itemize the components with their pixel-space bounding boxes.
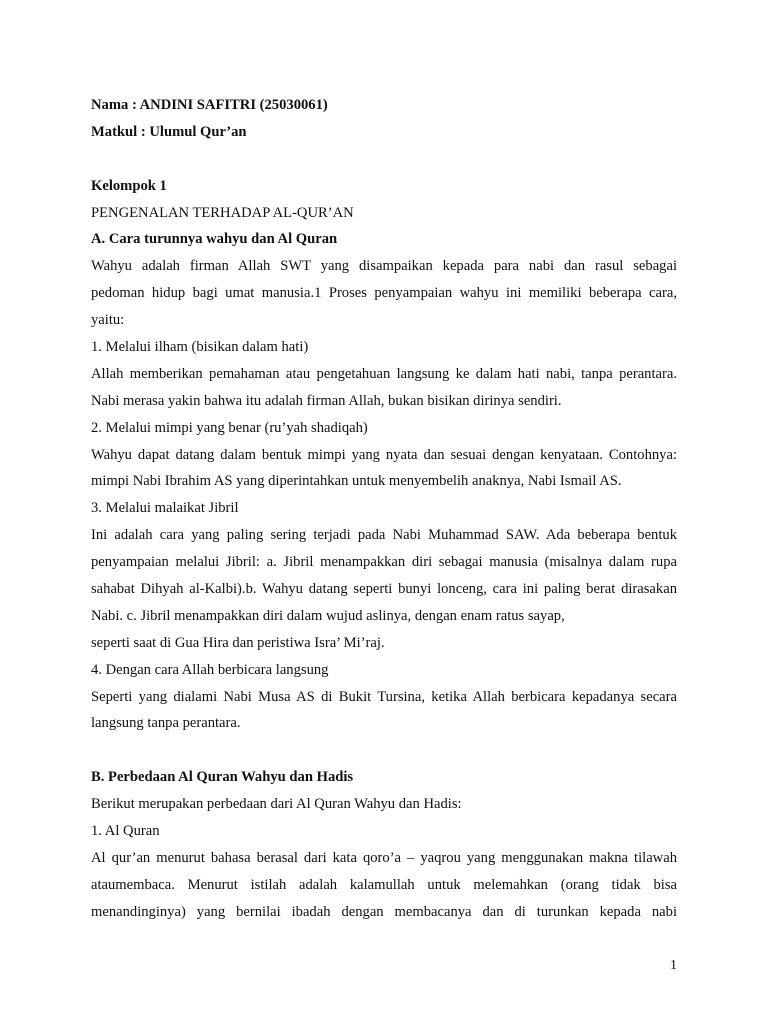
paragraph-line: menandinginya) yang bernilai ibadah dengan membacanya dan di turunkan kepada nabi	[91, 903, 677, 920]
spacer	[91, 146, 677, 173]
paragraph-line: pedoman hidup bagi umat manusia.1 Proses penyampaian wahyu ini memiliki beberapa cara,	[91, 285, 677, 302]
paragraph-line: ataumembaca. Menurut istilah adalah kalamullah untuk melemahkan (orang tidak bisa	[91, 876, 677, 893]
page-number: 1	[670, 958, 677, 973]
paragraph-line: seperti saat di Gua Hira dan peristiwa Isra’ Mi’raj.	[91, 634, 385, 651]
list-item-title: 1. Melalui ilham (bisikan dalam hati)	[91, 339, 309, 356]
paragraph-line: Ini adalah cara yang paling sering terjadi pada Nabi Muhammad SAW. Ada beberapa bentuk	[91, 527, 677, 544]
student-name-line: Nama : ANDINI SAFITRI (25030061)	[91, 97, 328, 113]
course-line: Matkul : Ulumul Qur’an	[91, 123, 247, 140]
paragraph-line: Nabi. c. Jibril menampakkan diri dalam wujud aslinya, dengan enam ratus sayap,	[91, 607, 565, 624]
paragraph-line: sahabat Dihyah al-Kalbi).b. Wahyu datang seperti bunyi lonceng, cara ini paling berat dirasakan	[91, 581, 677, 598]
spacer	[91, 737, 677, 764]
paragraph-line: Berikut merupakan perbedaan dari Al Quran Wahyu dan Hadis:	[91, 796, 462, 813]
paragraph-line: Al qur’an menurut bahasa berasal dari kata qoro’a – yaqrou yang menggunakan makna tilawah	[91, 849, 677, 866]
paragraph-line: mimpi Nabi Ibrahim AS yang diperintahkan untuk menyembelih anaknya, Nabi Ismail AS.	[91, 473, 622, 490]
list-item-title: 1. Al Quran	[91, 823, 160, 840]
paragraph-line: Nabi merasa yakin bahwa itu adalah firman Allah, bukan bisikan dirinya sendiri.	[91, 392, 562, 409]
paragraph-line: Seperti yang dialami Nabi Musa AS di Bukit Tursina, ketika Allah berbicara kepadanya secara	[91, 688, 677, 705]
paragraph-line: langsung tanpa perantara.	[91, 715, 241, 732]
list-item-title: 4. Dengan cara Allah berbicara langsung	[91, 661, 329, 678]
paragraph-line: Wahyu adalah firman Allah SWT yang disampaikan kepada para nabi dan rasul sebagai	[91, 258, 677, 275]
page-content	[91, 92, 677, 926]
paragraph-line: Wahyu dapat datang dalam bentuk mimpi yang nyata dan sesuai dengan kenyataan. Contohnya:	[91, 446, 677, 463]
group-label: Kelompok 1	[91, 177, 167, 194]
list-item-title: 3. Melalui malaikat Jibril	[91, 500, 239, 517]
paragraph-line: Allah memberikan pemahaman atau pengetahuan langsung ke dalam hati nabi, tanpa perantara.	[91, 365, 677, 382]
document-title: PENGENALAN TERHADAP AL-QUR’AN	[91, 204, 354, 221]
list-item-title: 2. Melalui mimpi yang benar (ru’yah shadiqah)	[91, 419, 368, 436]
section-b-heading: B. Perbedaan Al Quran Wahyu dan Hadis	[91, 769, 354, 786]
paragraph-line: penyampaian melalui Jibril: a. Jibril menampakkan diri sebagai manusia (misalnya dalam rupa	[91, 554, 677, 571]
paragraph-line: yaitu:	[91, 312, 125, 329]
section-a-heading: A. Cara turunnya wahyu dan Al Quran	[91, 231, 338, 248]
